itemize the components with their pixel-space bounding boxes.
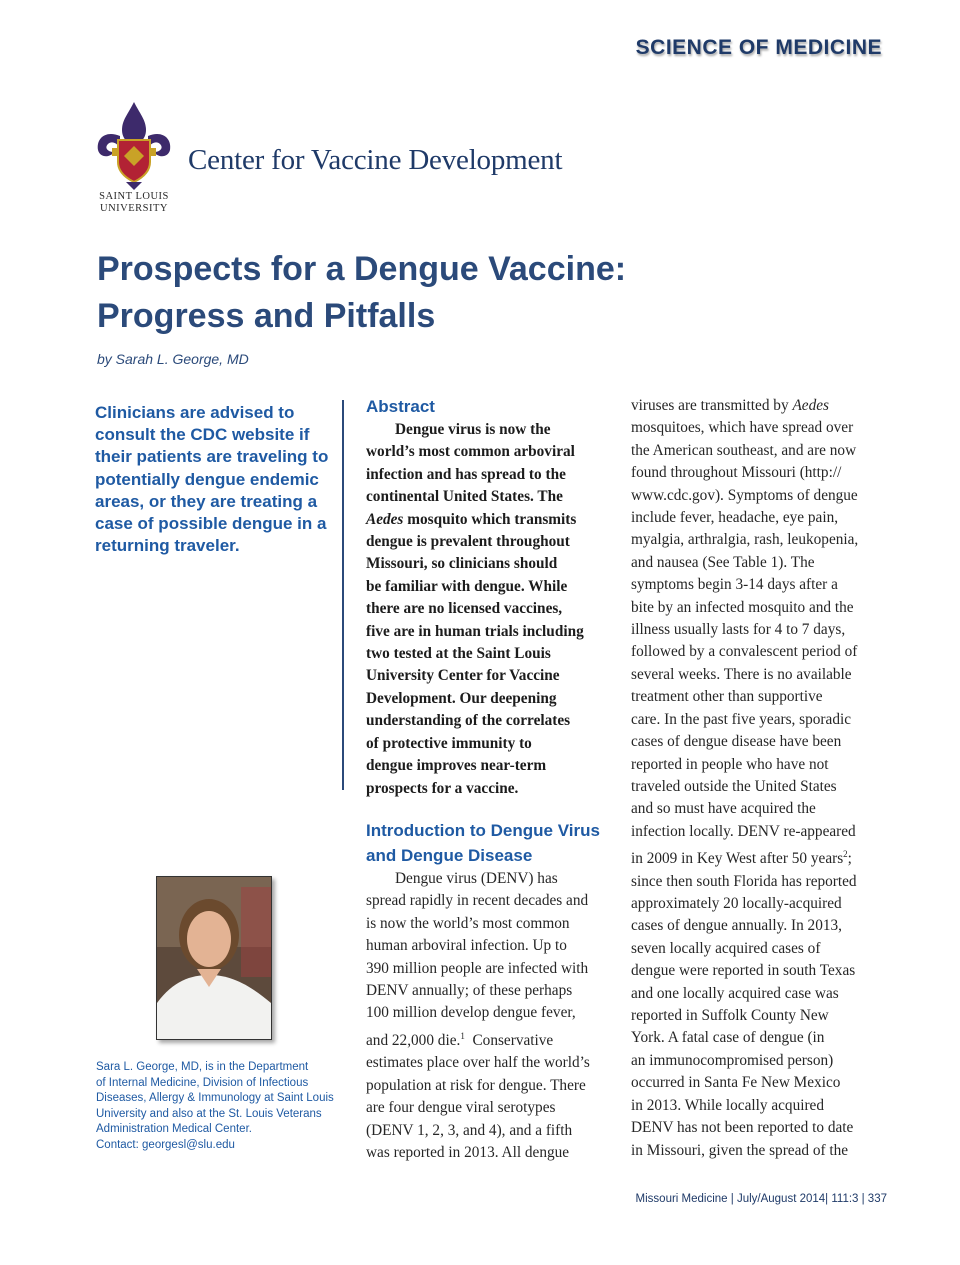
- intro-heading: Introduction to Dengue Virus and Dengue Disease: [366, 821, 600, 865]
- center-title: Center for Vaccine Development: [188, 144, 563, 176]
- abstract-text: Dengue virus is now the world’s most common arboviral infection and has spread to the continental United States. The Aedes mosquito which transmits dengue is prevalent throughout Missouri, so clinicians should be familiar with dengue. While there are no licensed vaccines, five are in human trials including two tested at the Saint Louis University Center for Vaccine Development. Our deepening understanding of the correlates of protective immunity to dengue improves near-term prospects for a vaccine.: [366, 421, 584, 797]
- author-photo: [156, 876, 272, 1040]
- page-footer: Missouri Medicine | July/August 2014| 111:3 | 337: [635, 1193, 887, 1205]
- byline: by Sarah L. George, MD: [97, 351, 249, 367]
- author-bio: Sara L. George, MD, is in the Department of Internal Medicine, Division of Infectious Diseases, Allergy & Immunology at Saint Louis University and also at the St. Louis Veterans Administration Medical Center. Contact: georgesl@slu.edu: [96, 1061, 334, 1151]
- university-name: SAINT LOUIS UNIVERSITY: [99, 191, 169, 214]
- column-divider: [342, 400, 344, 790]
- column-3-text: viruses are transmitted by Aedes mosquitoes, which have spread over the American southeast, and are now found throughout Missouri (http:// www.cdc.gov). Symptoms of dengue include fever, headache, eye pain, myalgia, arthralgia, rash, leukopenia, and nausea (See Table 1). The symptoms begin 3-14 days after a bite by an infected mosquito and the illness usually lasts for 4 to 7 days, followed by a convalescent period of several weeks. There is no available treatment other than supportive care. In the past five years, sporadic cases of dengue disease have been reported in people who have not traveled outside the United States and so must have acquired the infection locally. DENV re-appeared in 2009 in Key West after 50 years$^2$; since then south Florida has reported approximately 20 locally-acquired cases of dengue annually. In 2013, seven locally acquired cases of dengue were reported in south Texas and one locally acquired case was reported in Suffolk County New York. A fatal case of dengue (in an immunocompromised person) occurred in Santa Fe New Mexico in 2013. While locally acquired DENV has not been reported to date in Missouri, given the spread of the: [631, 397, 859, 1159]
- abstract-heading: Abstract: [366, 397, 435, 416]
- intro-text: Dengue virus (DENV) has spread rapidly in recent decades and is now the world’s most common human arboviral infection. Up to 390 million people are infected with DENV annually; of these perhaps 100 million develop dengue fever, and 22,000 die.$^1$ Conservative estimates place over half the world’s population at risk for dengue. There are four dengue viral serotypes (DENV 1, 2, 3, and 4), and a fifth was reported in 2013. All dengue: [366, 870, 590, 1161]
- pull-quote: Clinicians are advised to consult the CDC website if their patients are traveling to potentially dengue endemic areas, or they are treating a case of possible dengue in a returning traveler.: [95, 403, 329, 556]
- article-title: Prospects for a Dengue Vaccine: Progress and Pitfalls: [97, 250, 627, 335]
- university-crest-logo: [92, 100, 176, 190]
- section-tag: SCIENCE OF MEDICINE: [635, 36, 882, 59]
